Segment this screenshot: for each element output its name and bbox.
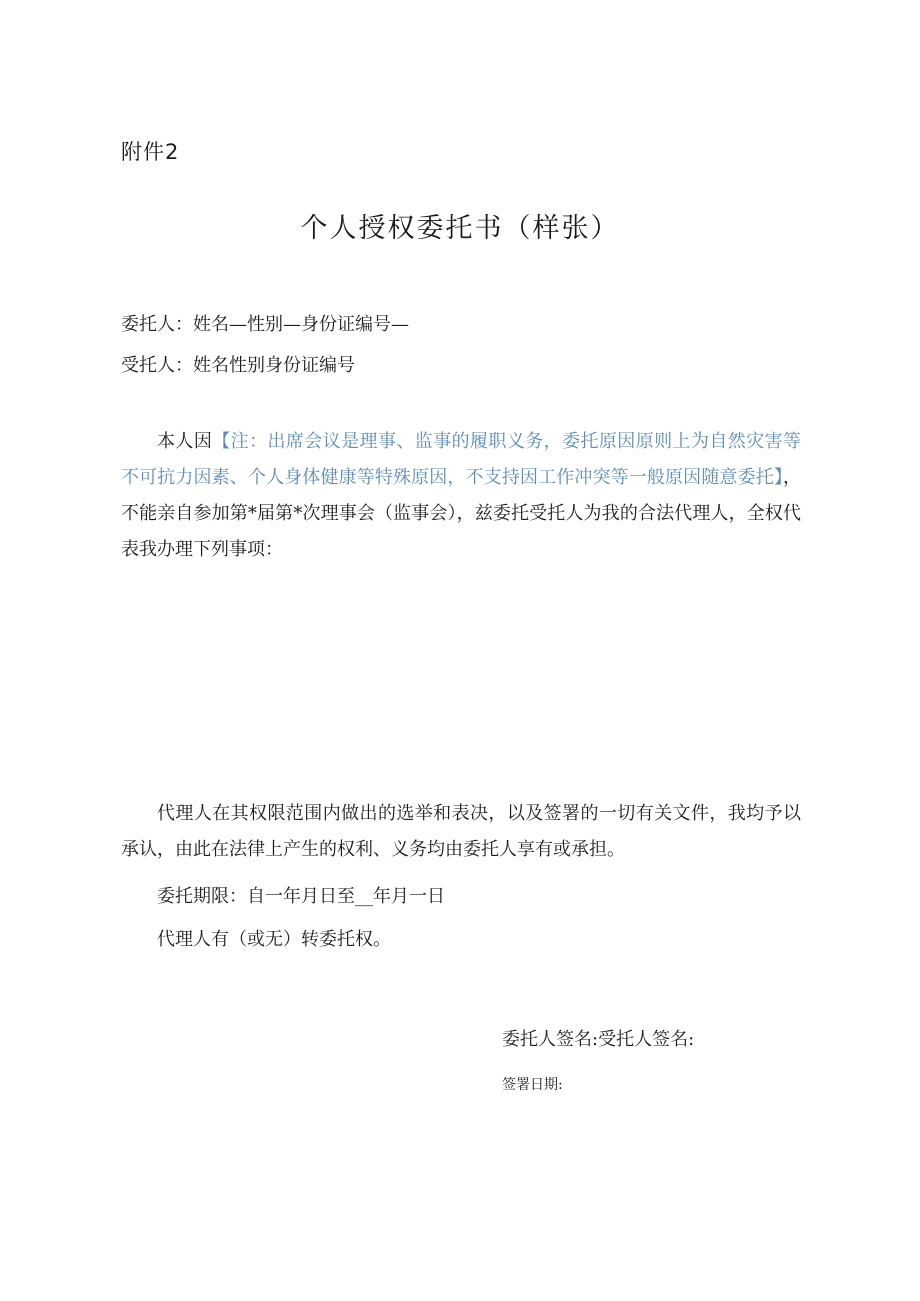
agent-info-line: 受托人：姓名性别身份证编号 [121,355,355,376]
body-suffix: ，不能亲自参加第*届第*次理事会（监事会），兹委托受托人为我的合法代理人，全权代表我办理下列事项： [121,467,801,560]
body-prefix: 本人因 [157,431,213,452]
reason-note: 【注：出席会议是理事、监事的履职义务，委托原因原则上为自然灾害等不可抗力因素、个人身体健康等特殊原因，不支持因工作冲突等一般原因随意委托】 [121,431,802,488]
signature-line: 委托人签名:受托人签名: [502,1029,695,1050]
acknowledgement-paragraph: 代理人在其权限范围内做出的选举和表决，以及签署的一切有关文件，我均予以承认，由此在法律上产生的权利、义务均由委托人享有或承担。 [121,803,801,860]
attachment-label: 附件2 [121,140,180,164]
sign-date-label: 签署日期: [502,1077,563,1093]
delegation-period: 委托期限：自一年月日至__年月一日 [157,886,445,907]
document-title: 个人授权委托书（样张） [300,213,620,244]
principal-info-line: 委托人：姓名—性别—身份证编号— [121,314,409,335]
authorization-paragraph [121,424,801,568]
sub-delegation-line: 代理人有（或无）转委托权。 [157,929,391,950]
